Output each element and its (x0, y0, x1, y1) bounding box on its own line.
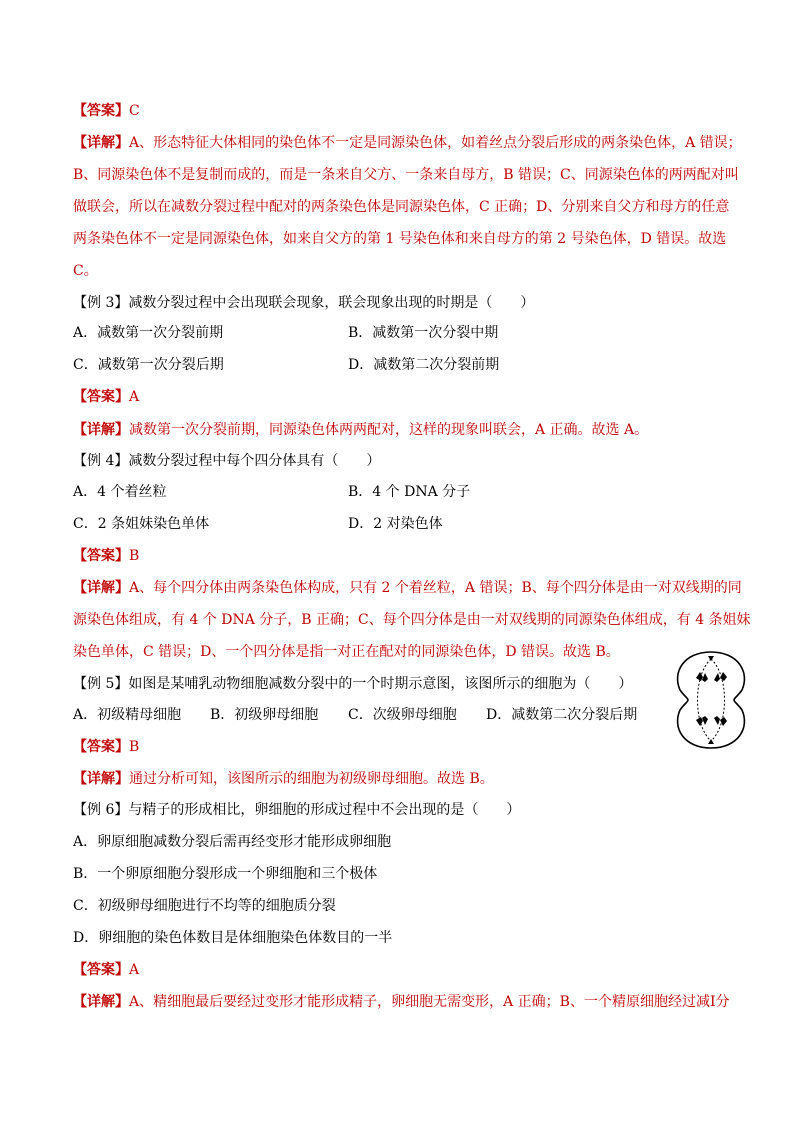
question-5-stem: 【例 5】如图是某哺乳动物细胞减数分裂中的一个时期示意图，该图所示的细胞为（ ） (73, 676, 633, 692)
detail-text: A、形态特征大体相同的染色体不一定是同源染色体，如着丝点分裂后形成的两条染色体，A 错误； (129, 135, 742, 151)
detail-4-line-2: 源染色体组成，有 4 个 DNA 分子，B 正确；C、每个四分体是由一对双线期的同源染色体组成，有 4 条姐妹 (73, 612, 751, 628)
answer-tag: 【答案】 (73, 103, 129, 119)
detail-text: A、精细胞最后要经过变形才能形成精子，卵细胞无需变形，A 正确；B、一个精原细胞经过减Ⅰ分 (129, 994, 730, 1010)
answer-tag: 【答案】 (73, 962, 129, 978)
question-3-option-a: A．减数第一次分裂前期 (73, 325, 224, 341)
question-3-stem: 【例 3】减数分裂过程中会出现联会现象，联会现象出现的时期是（ ） (73, 295, 535, 311)
detail-tag: 【详解】 (73, 771, 129, 787)
detail-5 (73, 769, 724, 789)
detail-4-line-1 (73, 578, 742, 598)
question-3-option-b: B．减数第一次分裂中期 (348, 325, 499, 341)
detail-tag: 【详解】 (73, 580, 129, 596)
detail-1-line-2: B、同源染色体不是复制而成的，而是一条来自父方、一条来自母方，B 错误；C、同源染色体的两两配对叫 (73, 167, 739, 183)
question-4-option-b: B．4 个 DNA 分子 (348, 484, 471, 500)
detail-1-line-5: C。 (73, 263, 98, 279)
detail-4-line-3: 染色单体，C 错误；D、一个四分体是指一对正在配对的同源染色体，D 错误。故选 B。 (73, 644, 620, 660)
question-4-option-d: D．2 对染色体 (348, 516, 443, 532)
answer-tag: 【答案】 (73, 389, 129, 405)
answer-value: B (129, 548, 140, 564)
question-6-stem: 【例 6】与精子的形成相比，卵细胞的形成过程中不会出现的是（ ） (73, 802, 521, 818)
detail-tag: 【详解】 (73, 135, 129, 151)
question-4-option-a: A．4 个着丝粒 (73, 484, 167, 500)
answer-4 (73, 546, 724, 566)
question-5-option-d: D．减数第二次分裂后期 (486, 707, 638, 723)
answer-value: A (129, 962, 140, 978)
answer-value: B (129, 739, 140, 755)
detail-3 (73, 420, 724, 440)
question-6-option-b: B．一个卵原细胞分裂形成一个卵细胞和三个极体 (73, 866, 378, 882)
answer-5 (73, 737, 724, 757)
question-3-option-d: D．减数第二次分裂前期 (348, 357, 500, 373)
detail-1-line-1 (73, 133, 742, 153)
detail-1-line-3: 做联会，所以在减数分裂过程中配对的两条染色体是同源染色体，C 正确；D、分别来自父方和母方的任意 (73, 199, 730, 215)
cell-icon (668, 650, 754, 750)
question-6-option-d: D．卵细胞的染色体数目是体细胞染色体数目的一半 (73, 930, 393, 946)
question-4-option-c: C．2 条姐妹染色单体 (73, 516, 210, 532)
detail-tag: 【详解】 (73, 422, 129, 438)
question-5-option-a: A．初级精母细胞 (73, 707, 182, 723)
answer-6 (73, 960, 724, 980)
detail-tag: 【详解】 (73, 994, 129, 1010)
answer-3 (73, 387, 724, 407)
answer-tag: 【答案】 (73, 548, 129, 564)
detail-6-line-1 (73, 992, 730, 1012)
answer-tag: 【答案】 (73, 739, 129, 755)
detail-text: A、每个四分体由两条染色体构成，只有 2 个着丝粒，A 错误；B、每个四分体是由一对双线期的同 (129, 580, 742, 596)
detail-text: 通过分析可知，该图所示的细胞为初级卵母细胞。故选 B。 (129, 771, 494, 787)
cell-division-diagram (668, 650, 754, 750)
answer-value: A (129, 389, 140, 405)
question-6-option-a: A．卵原细胞减数分裂后需再经变形才能形成卵细胞 (73, 834, 392, 850)
question-5-option-c: C．次级卵母细胞 (348, 707, 457, 723)
detail-1-line-4: 两条染色体不一定是同源染色体，如来自父方的第 1 号染色体和来自母方的第 2 号染色体，D 错误。故选 (73, 231, 727, 247)
answer-value: C (129, 103, 140, 119)
answer-1 (73, 101, 724, 121)
question-6-option-c: C．初级卵母细胞进行不均等的细胞质分裂 (73, 898, 336, 914)
question-5-option-b: B．初级卵母细胞 (210, 707, 319, 723)
question-3-option-c: C．减数第一次分裂后期 (73, 357, 224, 373)
detail-text: 减数第一次分裂前期，同源染色体两两配对，这样的现象叫联会，A 正确。故选 A。 (129, 422, 649, 438)
question-4-stem: 【例 4】减数分裂过程中每个四分体具有（ ） (73, 453, 381, 469)
